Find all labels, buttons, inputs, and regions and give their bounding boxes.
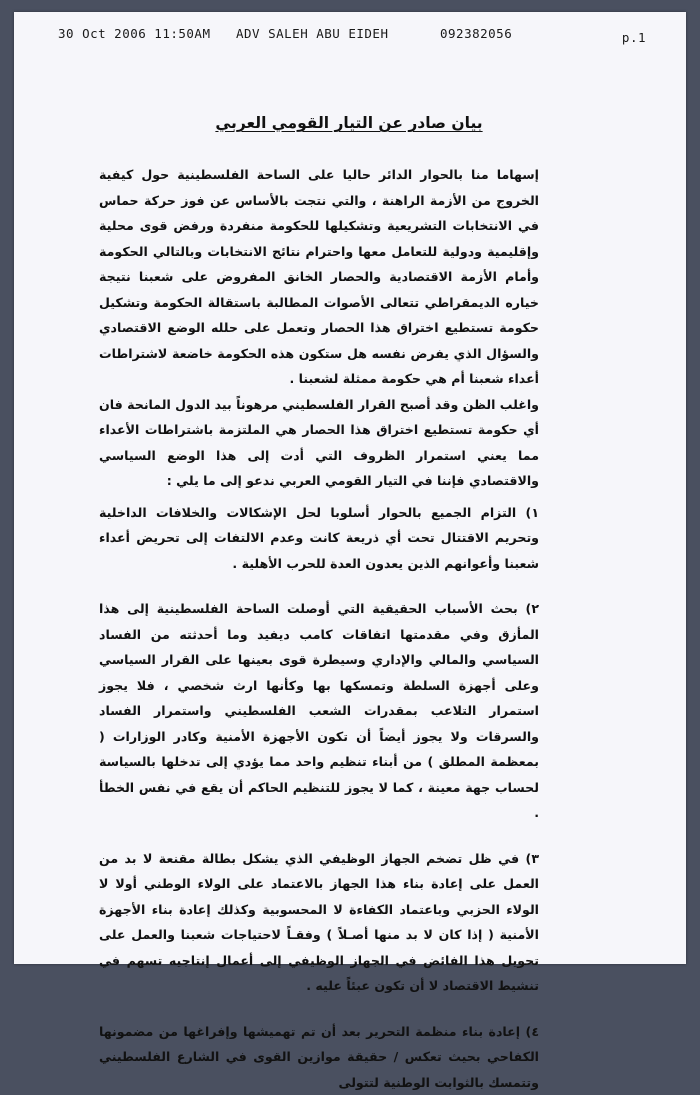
list-item: ٣) في ظل تضخم الجهاز الوظيفي الذي يشكل بطالة مقنعة لا بد من العمل على إعادة بناء هذا الجهاز بالاعتماد على الولاء الوطني أولا لا الولاء الحزبي وباعتماد الكفاءة لا المحسوبية وكذلك إعادة بناء الأجهزة الأمنية ( إذا كان لا بد منها أصـلاً ) وفقـاً لاحتياجات شعبنا والعمل على تحويل هذا الفائض في الجهاز الوظيفي إلى أعمال إنتاجيه تسهم في تنشيط الاقتصاد لا أن تكون عبئاً عليه . — [99, 846, 539, 999]
list-item: ١) التزام الجميع بالحوار أسلوبا لحل الإشكالات والخلافات الداخلية وتحريم الاقتتال تحت أي ذريعة كانت وعدم الالتفات إلى تحريض أعداء شعبنا وأعوانهم الذين يعدون العدة للحرب الأهلية . — [99, 500, 539, 577]
fax-phone: 092382056 — [440, 26, 512, 41]
fax-header — [58, 26, 646, 46]
intro-paragraph: إسهاما منا بالحوار الدائر حاليا على الساحة الفلسطينية حول كيفية الخروج من الأزمة الراهنة ، والتي نتجت بالأساس عن فوز حركة حماس في الانتخابات التشريعية وتشكيلها للحكومة منفردة ورفض قوى محلية وإقليمية ودولية للتعامل معها واحترام نتائج الانتخابات وبالتالي الحكومة وأمام الأزمة الاقتصادية والحصار الخانق المفروض على شعبنا نتيجة خياره الديمقراطي تتعالى الأصوات المطالبة باستقالة الحكومة وتشكيل حكومة تستطيع اختراق هذا الحصار وتعمل على حلله الوضع الاقتصادي والسؤال الذي يفرض نفسه هل ستكون هذه الحكومة خاضعة لاشتراطات أعداء شعبنا أم هي حكومة ممثلة لشعبنا . — [99, 162, 539, 392]
list-item: ٢) بحث الأسباب الحقيقية التي أوصلت الساحة الفلسطينية إلى هذا المأزق وفي مقدمتها اتفاقات كامب ديفيد وما أحدثته من الفساد السياسي والمالي والإداري وسيطرة قوى بعينها على القرار السياسي وعلى أجهزة السلطة وتمسكها بها وكأنها ارث شخصي ، فلا يجوز استمرار التلاعب بمقدرات الشعب الفلسطيني واستمرار الفساد والسرقات ولا يجوز أيضاً أن تكون الأجهزة الأمنية وكادر الوزارات ( بمعظمة المطلق ) من أبناء تنظيم واحد مما يؤدي إلى تدخلها بالسياسة لحساب جهة معينة ، كما لا يجوز للتنظيم الحاكم أن يقع في نفس الخطأ . — [99, 596, 539, 826]
fax-date: 30 Oct 2006 11:50AM — [58, 26, 211, 41]
fax-page — [14, 12, 686, 964]
fax-page-number: p.1 — [622, 30, 646, 45]
document-body — [99, 162, 539, 1095]
fax-sender: ADV SALEH ABU EIDEH — [236, 26, 389, 41]
demands-list — [99, 500, 539, 1095]
document-title: بيان صادر عن التيار القومي العربي — [184, 114, 514, 132]
list-item: ٤) إعادة بناء منظمة التحرير بعد أن تم تهميشها وإفراغها من مضمونها الكفاحي بحيث تعكس / حقيقة موازين القوى في الشارع الفلسطيني وتتمسك بالثوابت الوطنية لتتولى — [99, 1019, 539, 1095]
second-paragraph: واغلب الظن وقد أصبح القرار الفلسطيني مرهوناً بيد الدول المانحة فان أي حكومة تستطيع اختراق هذا الحصار هي الملتزمة باشتراطات الأعداء مما يعني استمرار الظروف التي أدت إلى هذا الوضع السياسي والاقتصادي فإننا في التيار القومي العربي ندعو إلى ما يلي : — [99, 392, 539, 494]
